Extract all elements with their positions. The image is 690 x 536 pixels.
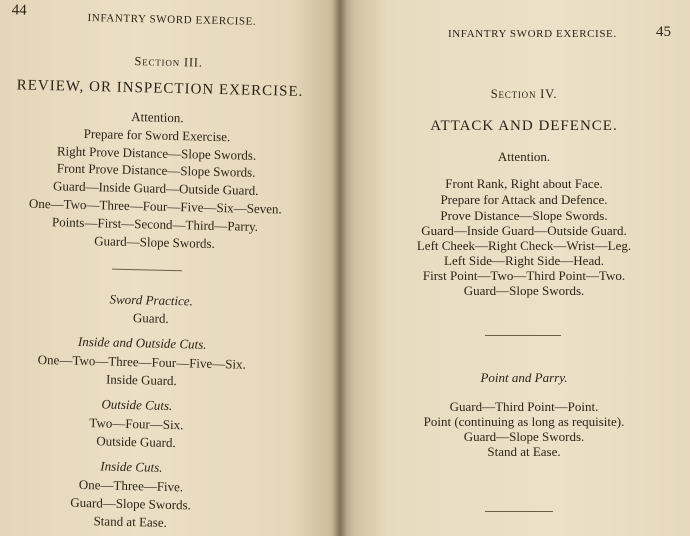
book-gutter: [333, 0, 347, 536]
divider-rule: [485, 511, 553, 512]
command-line: First Point—Two—Third Point—Two.: [422, 268, 626, 283]
practice-line: Two—Four—Six.: [89, 415, 184, 433]
running-head: INFANTRY SWORD EXERCISE.: [448, 28, 617, 40]
command-line: Left Cheek—Right Check—Wrist—Leg.: [416, 238, 632, 253]
practice-heading: Inside and Outside Cuts.: [77, 333, 207, 352]
practice-line: Inside Guard.: [105, 371, 177, 389]
right-page: [340, 0, 690, 536]
practice-heading: Point and Parry.: [480, 370, 568, 385]
section-label: Section III.: [134, 54, 203, 70]
section-title: REVIEW, OR INSPECTION EXERCISE.: [16, 77, 304, 100]
practice-line: One—Three—Five.: [78, 476, 184, 495]
practice-line: Guard—Third Point—Point.: [449, 399, 599, 414]
command-line: Guard—Inside Guard—Outside Guard.: [52, 178, 259, 198]
command-line: Prepare for Attack and Defence.: [440, 192, 608, 207]
practice-line: Outside Guard.: [96, 433, 176, 451]
section-title: ATTACK AND DEFENCE.: [430, 118, 618, 134]
practice-heading: Inside Cuts.: [100, 458, 163, 475]
command-line: Left Side—Right Side—Head.: [444, 253, 604, 268]
command-line: Prepare for Sword Exercise.: [83, 125, 231, 145]
practice-line: Guard—Slope Swords.: [70, 494, 192, 513]
page-number: 45: [656, 24, 671, 40]
command-line: Front Rank, Right about Face.: [445, 176, 603, 191]
left-page: [0, 0, 340, 536]
practice-line: Stand at Ease.: [93, 513, 168, 530]
practice-line: Stand at Ease.: [487, 444, 561, 459]
practice-heading: Outside Cuts.: [101, 396, 173, 414]
practice-line: Guard—Slope Swords.: [463, 429, 585, 444]
command-line: Guard—Slope Swords.: [94, 233, 216, 251]
command-line: Guard—Inside Guard—Outside Guard.: [421, 223, 627, 238]
running-head: INFANTRY SWORD EXERCISE.: [87, 11, 257, 28]
command-line: Attention.: [131, 109, 184, 126]
practice-line: Point (continuing as long as requisite).: [423, 414, 625, 429]
practice-heading: Sword Practice.: [109, 291, 194, 309]
command-line: Right Prove Distance—Slope Swords.: [56, 143, 257, 163]
section-label: Section IV.: [490, 87, 558, 101]
practice-line: Guard.: [132, 310, 169, 326]
command-line: Prove Distance—Slope Swords.: [440, 208, 608, 223]
divider-rule: [112, 269, 182, 272]
command-line: Points—First—Second—Third—Parry.: [51, 214, 259, 234]
command-line: One—Two—Three—Four—Five—Six—Seven.: [28, 195, 282, 217]
divider-rule: [485, 335, 561, 336]
command-line: Guard—Slope Swords.: [463, 283, 585, 298]
command-line: Attention.: [497, 149, 551, 164]
command-line: Front Prove Distance—Slope Swords.: [56, 160, 256, 180]
page-number: 44: [11, 2, 27, 19]
practice-line: One—Two—Three—Four—Five—Six.: [37, 351, 247, 372]
